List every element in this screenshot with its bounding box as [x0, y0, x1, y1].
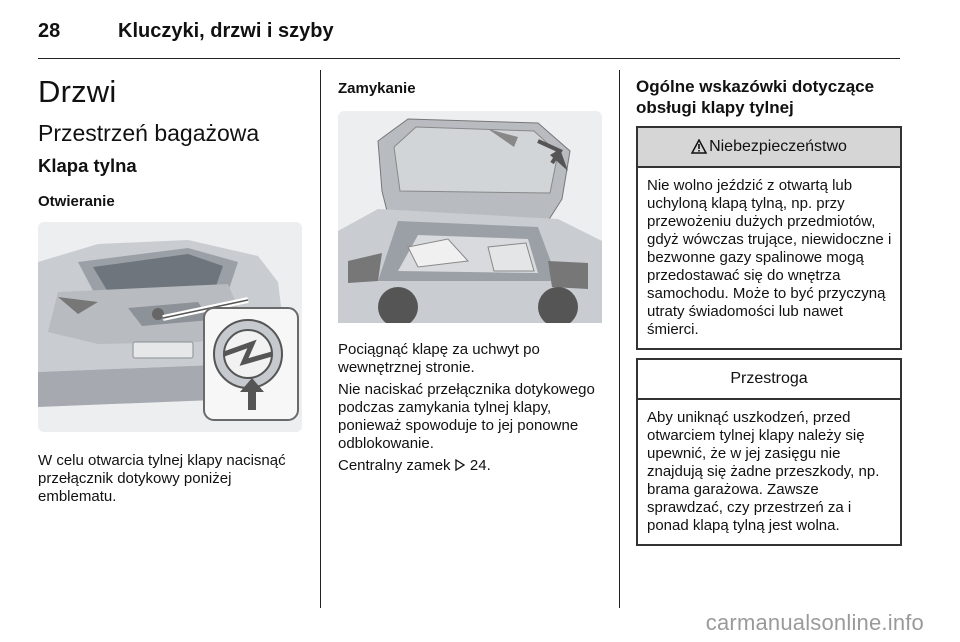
- opening-heading: Otwieranie: [38, 193, 115, 210]
- caution-box: [636, 358, 902, 546]
- closing-heading: Zamykanie: [338, 80, 416, 97]
- watermark: carmanualsonline.info: [705, 610, 924, 635]
- danger-title: Niebezpieczeństwo: [709, 138, 847, 155]
- danger-box: [636, 126, 902, 350]
- caution-box-header: [638, 360, 900, 400]
- closing-instruction-1: Pociągnąć klapę za uchwyt po wewnętrznej stronie.: [338, 341, 540, 376]
- column-3: [636, 70, 902, 546]
- chapter-heading: Drzwi: [38, 74, 117, 109]
- central-lock-reference: [338, 457, 602, 475]
- caution-text: Aby uniknąć uszkodzeń, przed otwarciem tylnej klapy należy się upewnić, że w jej zasięgu nie znajdują się żadne przeszkody, np. brama garażowa. Zawsze sprawdzać, czy przestrzeń za i ponad klapą tylną jest wolna.: [647, 409, 880, 534]
- header-rule: [38, 58, 900, 59]
- danger-box-header: [638, 128, 900, 168]
- arrow-right-icon: [455, 457, 470, 474]
- subsection-heading: Klapa tylna: [38, 155, 137, 176]
- column-1: [38, 70, 302, 506]
- crossref-page[interactable]: 24.: [469, 457, 491, 474]
- warning-triangle-icon: [691, 137, 707, 157]
- column-divider-2: [619, 70, 620, 608]
- caution-title: Przestroga: [730, 370, 808, 387]
- column-2: [338, 70, 602, 475]
- page-number: 28: [38, 20, 61, 42]
- closing-instruction-2: Nie naciskać przełącznika dotykowego podczas zamykania tylnej klapy, ponieważ spowoduje to jej ponowne odblokowanie.: [338, 381, 595, 452]
- general-guidance-heading: Ogólne wskazówki dotyczące obsługi klapy tylnej: [636, 77, 875, 117]
- column-divider-1: [320, 70, 321, 608]
- danger-text: Nie wolno jeździć z otwartą lub uchyloną klapą tylną, np. przy przewożeniu dużych przedmiotów, gdyż wówczas trujące, niewidoczne i bezwonne gazy spalinowe mogą przedostawać się do wnętrza samochodu. Może to być przyczyną utraty świadomości lub nawet śmierci.: [647, 177, 892, 338]
- crossref-label: Centralny zamek: [338, 457, 451, 474]
- page-header: [38, 20, 900, 46]
- section-heading: Przestrzeń bagażowa: [38, 120, 260, 146]
- running-title: Kluczyki, drzwi i szyby: [118, 20, 334, 42]
- opening-instructions: W celu otwarcia tylnej klapy nacisnąć przełącznik dotykowy poniżej emblematu.: [38, 452, 286, 505]
- tailgate-closing-illustration: [338, 111, 602, 323]
- tailgate-opening-illustration: [38, 222, 302, 432]
